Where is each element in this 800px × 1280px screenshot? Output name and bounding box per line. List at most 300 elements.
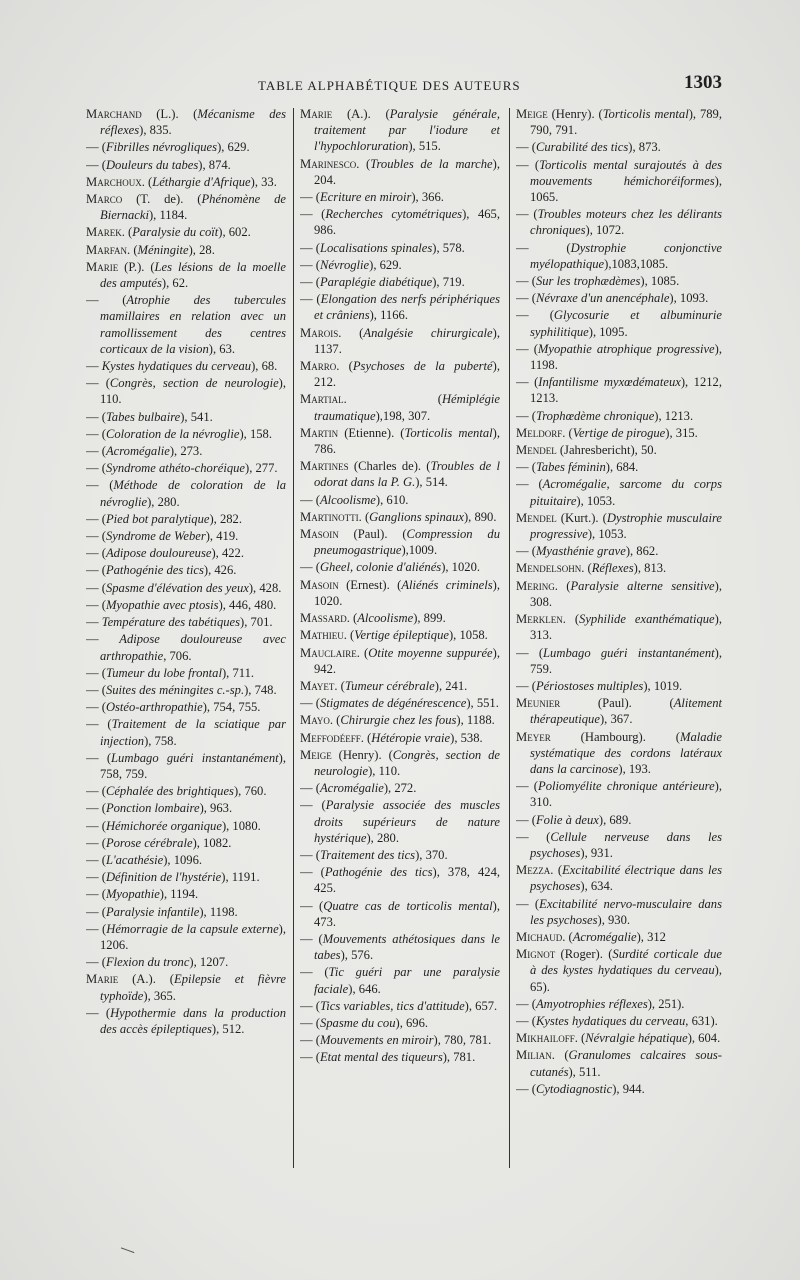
entry-title: Pathogénie des tics bbox=[105, 563, 204, 578]
entry-prefix: . ( bbox=[356, 645, 369, 660]
entry-pages: ), 646. bbox=[348, 981, 381, 996]
entry-pages: ), 313. bbox=[530, 612, 722, 643]
entry-title: Douleurs du tabes bbox=[105, 157, 199, 172]
entry-pages: ), 365. bbox=[143, 988, 176, 1003]
entry-title: Mécanisme des réflexes bbox=[100, 107, 286, 138]
index-entry bbox=[300, 730, 500, 746]
entry-prefix: (Henry). ( bbox=[331, 747, 393, 762]
author-name: Meyer bbox=[516, 729, 551, 744]
index-entry bbox=[516, 307, 722, 339]
index-entry bbox=[86, 852, 286, 868]
entry-prefix: — ( bbox=[516, 829, 551, 844]
index-column-3 bbox=[516, 106, 722, 1181]
index-entry bbox=[516, 829, 722, 861]
entry-pages: ), 754, 755. bbox=[202, 700, 261, 715]
entry-prefix: (Jahresbericht), 50. bbox=[556, 443, 657, 458]
entry-pages: ), 789, 790, 791. bbox=[530, 107, 722, 138]
index-entry bbox=[86, 665, 286, 681]
entry-title: Paralysie infantile bbox=[105, 904, 200, 919]
entry-pages: ), 890. bbox=[463, 509, 497, 524]
index-entry bbox=[516, 139, 722, 155]
index-entry bbox=[516, 408, 722, 424]
author-name: Marie bbox=[86, 259, 119, 274]
index-entry bbox=[300, 847, 500, 863]
index-entry bbox=[86, 375, 286, 407]
page-number: 1303 bbox=[684, 72, 722, 93]
entry-title: Méningite bbox=[137, 242, 189, 257]
entry-pages: ), 378, 424, 425. bbox=[314, 865, 500, 896]
author-name: Meige bbox=[300, 747, 332, 762]
entry-title: Tabes bulbaire bbox=[105, 409, 181, 424]
entry-prefix: — ( bbox=[86, 750, 112, 765]
entry-title: Alcoolisme bbox=[319, 492, 376, 507]
entry-prefix: . ( bbox=[334, 678, 345, 693]
entry-pages: ), 760. bbox=[233, 784, 267, 799]
index-entry bbox=[86, 259, 286, 291]
index-entry bbox=[516, 206, 722, 238]
entry-pages: ), 689. bbox=[598, 812, 632, 827]
entry-prefix: — ( bbox=[300, 292, 321, 307]
entry-pages: ), 1082. bbox=[192, 835, 232, 850]
author-name: Mendel bbox=[516, 510, 557, 525]
index-entry bbox=[86, 224, 286, 240]
entry-pages: ), 272. bbox=[383, 781, 417, 796]
entry-prefix: — ( bbox=[300, 998, 320, 1013]
index-entry bbox=[300, 325, 500, 357]
entry-prefix: — ( bbox=[86, 870, 106, 885]
entry-prefix: — ( bbox=[86, 852, 106, 867]
entry-prefix: (P.). ( bbox=[118, 259, 155, 274]
index-entry bbox=[300, 998, 500, 1014]
entry-title: Définition de l'hystérie bbox=[105, 870, 222, 885]
entry-prefix: — ( bbox=[86, 461, 106, 476]
entry-pages: ), 1065. bbox=[530, 173, 722, 205]
entry-pages: ), 578. bbox=[432, 240, 465, 255]
index-entry bbox=[86, 971, 286, 1003]
entry-prefix: . ( bbox=[121, 225, 133, 240]
entry-title: Paralysie associée des muscles droits supérieurs de nature hystérique bbox=[314, 798, 500, 845]
entry-pages: ), 813. bbox=[633, 561, 667, 576]
entry-title: Hémichorée organique bbox=[105, 818, 222, 833]
entry-pages: ), 862. bbox=[625, 544, 659, 559]
entry-title: Troubles de l odorat dans la P. G. bbox=[314, 459, 500, 490]
entry-title: Mouvements en miroir bbox=[319, 1033, 434, 1048]
entry-pages: ), 1184. bbox=[148, 208, 188, 223]
index-entry bbox=[516, 476, 722, 508]
entry-prefix: (Kurt.). ( bbox=[556, 510, 607, 525]
index-entry bbox=[300, 931, 500, 963]
entry-title: Syphilide exanthématique bbox=[579, 612, 715, 627]
index-entry bbox=[516, 812, 722, 828]
author-name: Mikhailoff bbox=[516, 1031, 575, 1046]
index-entry bbox=[300, 391, 500, 423]
entry-title: Dystrophie musculaire progressive bbox=[530, 510, 722, 542]
entry-prefix: — ( bbox=[86, 157, 106, 172]
entry-prefix: — ( bbox=[86, 784, 106, 799]
index-entry bbox=[86, 631, 286, 663]
entry-title: Température des tabétiques bbox=[101, 615, 241, 630]
entry-prefix: — ( bbox=[300, 1033, 320, 1048]
entry-prefix: — ( bbox=[516, 779, 538, 794]
index-entry bbox=[86, 191, 286, 223]
entry-pages: ), 1188. bbox=[456, 713, 495, 728]
index-entry bbox=[86, 954, 286, 970]
entry-title: Ponction lombaire bbox=[105, 801, 200, 816]
entry-title: Aliénés criminels bbox=[401, 577, 493, 592]
entry-prefix: — ( bbox=[86, 835, 106, 850]
entry-prefix: . ( bbox=[356, 156, 371, 171]
index-entry bbox=[86, 545, 286, 561]
entry-prefix: — ( bbox=[516, 1081, 536, 1096]
entry-pages: ), 110. bbox=[100, 376, 286, 407]
index-entry bbox=[516, 996, 722, 1012]
index-entry bbox=[86, 1005, 286, 1037]
entry-pages: ), 158. bbox=[239, 426, 272, 441]
entry-pages: ), 367. bbox=[599, 712, 633, 727]
entry-prefix: — ( bbox=[516, 207, 538, 222]
entry-pages: ), 308. bbox=[530, 578, 722, 609]
entry-prefix: — ( bbox=[300, 798, 326, 813]
entry-title: Granulomes calcaires sous-cutanés bbox=[530, 1048, 722, 1079]
entry-prefix: — ( bbox=[86, 700, 106, 715]
index-entry bbox=[300, 291, 500, 323]
entry-title: Maladie systématique des cordons latéraux dans la carcinose bbox=[530, 729, 722, 776]
entry-pages: ), 930. bbox=[597, 912, 631, 927]
entry-prefix: — ( bbox=[86, 529, 106, 544]
author-name: Mathieu bbox=[300, 628, 344, 643]
author-name: Mendel bbox=[516, 443, 557, 458]
entry-pages: ), 204. bbox=[314, 156, 500, 187]
entry-title: Epilepsie et fièvre typhoïde bbox=[100, 972, 286, 1003]
entry-prefix: — ( bbox=[86, 409, 106, 424]
entry-pages: ), 422. bbox=[211, 546, 244, 561]
index-entry bbox=[86, 174, 286, 190]
entry-pages: ), 280. bbox=[366, 830, 399, 845]
index-entry bbox=[516, 240, 722, 272]
entry-prefix: — ( bbox=[86, 818, 106, 833]
entry-pages: ), 610. bbox=[375, 492, 409, 507]
entry-title: Coloration de la névroglie bbox=[105, 426, 240, 441]
author-name: Michaud bbox=[516, 929, 563, 944]
entry-title: Vertige de pirogue bbox=[572, 425, 666, 440]
entry-prefix: . ( bbox=[550, 863, 563, 878]
entry-prefix: — ( bbox=[300, 560, 320, 575]
entry-title: Spasme d'élévation des yeux bbox=[105, 580, 249, 595]
index-entry bbox=[516, 543, 722, 559]
index-column-2 bbox=[300, 106, 500, 1181]
entry-pages: ), 1207. bbox=[189, 955, 229, 970]
entry-prefix: — ( bbox=[86, 682, 106, 697]
entry-title: Excitabilité nervo-musculaire dans les psychoses bbox=[530, 896, 722, 927]
entry-prefix: — ( bbox=[86, 717, 112, 732]
entry-prefix: — ( bbox=[516, 477, 543, 492]
entry-title: Ostéo-arthropathie bbox=[105, 700, 203, 715]
index-entry bbox=[300, 559, 500, 575]
author-name: Milian bbox=[516, 1048, 552, 1063]
entry-title: Léthargie d'Afrique bbox=[152, 174, 251, 189]
index-entry bbox=[300, 780, 500, 796]
entry-title: Tic guéri par une paralysie faciale bbox=[314, 965, 500, 996]
entry-pages: ), 446, 480. bbox=[218, 597, 277, 612]
index-entry bbox=[300, 747, 500, 779]
entry-pages: ), 63. bbox=[208, 341, 236, 356]
author-name: Marie bbox=[300, 107, 333, 121]
author-name: Mendelsohn bbox=[516, 561, 582, 576]
entry-title: Poliomyélite chronique antérieure bbox=[538, 779, 715, 794]
index-entry bbox=[86, 358, 286, 374]
entry-pages: ), 629. bbox=[217, 140, 250, 155]
entry-prefix: — ( bbox=[86, 140, 106, 155]
entry-prefix: . ( bbox=[554, 578, 571, 593]
index-entry bbox=[516, 578, 722, 610]
entry-pages: ), 1206. bbox=[100, 921, 286, 952]
author-name: Marco bbox=[86, 192, 123, 207]
index-entry bbox=[86, 242, 286, 258]
entry-title: Myopathie atrophique progressive bbox=[537, 341, 715, 356]
index-entry bbox=[516, 929, 722, 945]
entry-title: Réflexes bbox=[591, 561, 634, 576]
index-entry bbox=[86, 835, 286, 851]
entry-title: Tumeur du lobe frontal bbox=[105, 665, 222, 680]
index-entry bbox=[300, 797, 500, 846]
entry-prefix: (A.). ( bbox=[118, 972, 175, 987]
author-name: Martin bbox=[300, 425, 339, 440]
entry-pages: ), 1080. bbox=[221, 818, 261, 833]
index-entry bbox=[516, 560, 722, 576]
author-name: Meldorf bbox=[516, 425, 563, 440]
entry-prefix: (A.). ( bbox=[332, 107, 390, 121]
index-entry bbox=[86, 106, 286, 138]
entry-title: Suites des méningites c.-sp. bbox=[105, 682, 245, 697]
entry-title: Lumbago guéri instantanément bbox=[111, 750, 279, 765]
index-entry bbox=[86, 886, 286, 902]
entry-pages: ), 1194. bbox=[159, 887, 199, 902]
entry-pages: ), 1072. bbox=[585, 223, 625, 238]
entry-title: Infantilisme myxœdémateux bbox=[538, 375, 681, 390]
index-entry bbox=[300, 695, 500, 711]
entry-pages: ), 835. bbox=[139, 123, 172, 138]
entry-prefix: . ( bbox=[562, 612, 580, 627]
entry-title: Stigmates de dégénérescence bbox=[319, 696, 467, 711]
index-entry bbox=[516, 290, 722, 306]
author-name: Marek bbox=[86, 225, 122, 240]
entry-pages: ), 719. bbox=[432, 275, 465, 290]
index-entry bbox=[300, 577, 500, 609]
entry-prefix: — ( bbox=[516, 408, 536, 423]
entry-pages: ),1009. bbox=[401, 543, 438, 558]
index-entry bbox=[300, 678, 500, 694]
entry-pages: ), 426. bbox=[203, 563, 237, 578]
entry-pages: ), 312 bbox=[636, 929, 666, 944]
entry-prefix: . ( bbox=[329, 713, 341, 728]
entry-title: Céphalée des brightiques bbox=[105, 784, 234, 799]
entry-prefix: . ( bbox=[343, 392, 442, 407]
index-entry bbox=[300, 492, 500, 508]
entry-prefix: — ( bbox=[86, 376, 110, 391]
entry-pages: ), 62. bbox=[161, 276, 189, 291]
entry-pages: ), 1053. bbox=[576, 493, 616, 508]
author-name: Masoin bbox=[300, 527, 339, 542]
entry-prefix: — ( bbox=[86, 444, 106, 459]
author-name: Martinotti bbox=[300, 509, 359, 524]
index-entry bbox=[86, 682, 286, 698]
entry-title: Troubles moteurs chez les délirants chroniques bbox=[530, 207, 722, 238]
index-entry bbox=[516, 442, 722, 458]
entry-title: Dystrophie conjonctive myélopathique bbox=[530, 240, 722, 271]
entry-prefix: (Paul). ( bbox=[560, 696, 674, 711]
entry-prefix: — ( bbox=[516, 678, 536, 693]
entry-pages: ),198, 307. bbox=[375, 408, 431, 423]
entry-pages: ), 1191. bbox=[221, 870, 260, 885]
entry-pages: ), 1093. bbox=[669, 291, 709, 306]
entry-prefix: — ( bbox=[300, 1050, 320, 1065]
entry-pages: ), 551. bbox=[466, 696, 499, 711]
entry-title: Kystes hydatiques du cerveau bbox=[535, 1013, 686, 1028]
entry-prefix: . ( bbox=[581, 561, 592, 576]
entry-title: Cellule nerveuse dans les psychoses bbox=[530, 829, 722, 860]
entry-prefix: (Paul). ( bbox=[338, 527, 407, 542]
entry-pages: ), 629. bbox=[369, 257, 402, 272]
entry-prefix: — ( bbox=[516, 1013, 536, 1028]
entry-pages: ), 944. bbox=[612, 1081, 645, 1096]
entry-title: Chirurgie chez les fous bbox=[340, 713, 457, 728]
entry-prefix: . ( bbox=[574, 1031, 586, 1046]
index-entry bbox=[86, 869, 286, 885]
entry-prefix: — ( bbox=[86, 887, 106, 902]
entry-pages: ), 604. bbox=[687, 1031, 721, 1046]
index-entry bbox=[516, 678, 722, 694]
entry-pages: ), 515. bbox=[408, 139, 441, 154]
index-entry bbox=[300, 645, 500, 677]
entry-prefix: . ( bbox=[127, 242, 138, 257]
entry-title: Acromégalie bbox=[319, 781, 384, 796]
entry-prefix: (T. de). ( bbox=[122, 192, 202, 207]
index-entry bbox=[86, 699, 286, 715]
entry-title: Amyotrophies réflexes bbox=[535, 996, 648, 1011]
index-entry bbox=[300, 206, 500, 238]
entry-prefix: (Roger). ( bbox=[555, 947, 613, 962]
index-entry bbox=[300, 358, 500, 390]
index-entry bbox=[86, 157, 286, 173]
entry-title: Spasme du cou bbox=[319, 1015, 396, 1030]
entry-title: Myopathie avec ptosis bbox=[105, 597, 219, 612]
entry-title: Torticolis mental surajoutés à des mouvements hémichoréiformes bbox=[530, 157, 722, 188]
entry-prefix: . ( bbox=[360, 730, 372, 745]
entry-title: Phénomène de Biernacki bbox=[100, 192, 286, 223]
entry-prefix: — ( bbox=[300, 931, 323, 946]
index-entry bbox=[300, 1015, 500, 1031]
entry-pages: ), 1053. bbox=[587, 527, 627, 542]
entry-title: Hémorragie de la capsule externe bbox=[106, 921, 279, 936]
index-entry bbox=[516, 459, 722, 475]
index-entry bbox=[300, 526, 500, 558]
entry-pages: ), 273. bbox=[169, 444, 203, 459]
index-entry bbox=[86, 460, 286, 476]
entry-prefix: — ( bbox=[516, 140, 536, 155]
author-name: Mering bbox=[516, 578, 555, 593]
index-entry bbox=[516, 645, 722, 677]
index-entry bbox=[516, 946, 722, 995]
entry-pages: ), 1085. bbox=[640, 274, 680, 289]
entry-pages: ), 68. bbox=[251, 359, 278, 374]
entry-title: Traitement des tics bbox=[319, 847, 416, 862]
entry-pages: ), 251). bbox=[647, 996, 685, 1011]
index-columns bbox=[86, 106, 722, 1181]
author-name: Martial bbox=[300, 392, 344, 407]
entry-prefix: . ( bbox=[346, 611, 358, 626]
author-name: Marfan bbox=[86, 242, 128, 257]
entry-pages: ), 781. bbox=[442, 1050, 476, 1065]
entry-title: Névraxe d'un anencéphale bbox=[535, 291, 670, 306]
entry-pages: ), 465, 986. bbox=[314, 207, 500, 238]
entry-title: Hétéropie vraie bbox=[371, 730, 451, 745]
entry-pages: ), 310. bbox=[530, 779, 722, 810]
entry-pages: ), 193. bbox=[618, 761, 651, 776]
entry-pages: ), 696. bbox=[395, 1015, 429, 1030]
entry-title: Les lésions de la moelle des amputés bbox=[100, 259, 286, 291]
entry-pages: ), 1019. bbox=[643, 678, 683, 693]
entry-pages: ), 1166. bbox=[369, 308, 408, 323]
index-entry bbox=[300, 106, 500, 155]
author-name: Massard bbox=[300, 611, 347, 626]
entry-title: Méthode de coloration de la névroglie bbox=[100, 478, 286, 509]
index-entry bbox=[86, 139, 286, 155]
entry-title: Trophœdème chronique bbox=[535, 408, 655, 423]
entry-pages: ), 711. bbox=[221, 665, 255, 680]
entry-prefix: (Henry). ( bbox=[547, 107, 603, 121]
entry-pages: ), 701. bbox=[240, 615, 273, 630]
entry-title: Otite moyenne suppurée bbox=[368, 645, 493, 660]
entry-pages: ), 212. bbox=[314, 359, 500, 390]
index-entry bbox=[516, 1030, 722, 1046]
entry-pages: ), 684. bbox=[605, 460, 639, 475]
entry-prefix: . ( bbox=[562, 425, 573, 440]
entry-prefix: . ( bbox=[358, 509, 370, 524]
index-entry bbox=[516, 695, 722, 727]
index-entry bbox=[86, 783, 286, 799]
entry-prefix: — ( bbox=[86, 597, 106, 612]
entry-pages: ), 419. bbox=[205, 529, 239, 544]
entry-title: Quatre cas de torticolis mental bbox=[323, 898, 493, 913]
entry-prefix: (Charles de). ( bbox=[348, 459, 431, 474]
entry-prefix: — ( bbox=[86, 1005, 111, 1020]
entry-prefix: . ( bbox=[551, 1048, 569, 1063]
entry-pages: ), 1058. bbox=[448, 628, 488, 643]
entry-prefix: (L.). ( bbox=[141, 107, 198, 121]
index-entry bbox=[516, 510, 722, 542]
entry-prefix: — ( bbox=[516, 812, 536, 827]
entry-pages: ), 780, 781. bbox=[433, 1033, 492, 1048]
index-entry bbox=[86, 818, 286, 834]
entry-title: Pied bot paralytique bbox=[105, 511, 210, 526]
index-entry bbox=[86, 511, 286, 527]
entry-pages: ), 511. bbox=[568, 1064, 601, 1079]
author-name: Marchand bbox=[86, 107, 142, 121]
entry-prefix: — ( bbox=[86, 904, 106, 919]
index-entry bbox=[516, 425, 722, 441]
entry-pages: ), 657. bbox=[464, 998, 498, 1013]
entry-title: Torticolis mental bbox=[404, 425, 493, 440]
entry-pages: ), 759. bbox=[530, 645, 722, 676]
entry-pages: ), 1020. bbox=[441, 560, 481, 575]
index-entry bbox=[300, 964, 500, 996]
author-name: Marchoux bbox=[86, 174, 142, 189]
entry-title: Ganglions spinaux bbox=[369, 509, 464, 524]
entry-pages: ), 1198. bbox=[530, 341, 722, 373]
index-entry bbox=[300, 240, 500, 256]
entry-title: Curabilité des tics bbox=[535, 140, 629, 155]
entry-prefix: . ( bbox=[343, 628, 355, 643]
